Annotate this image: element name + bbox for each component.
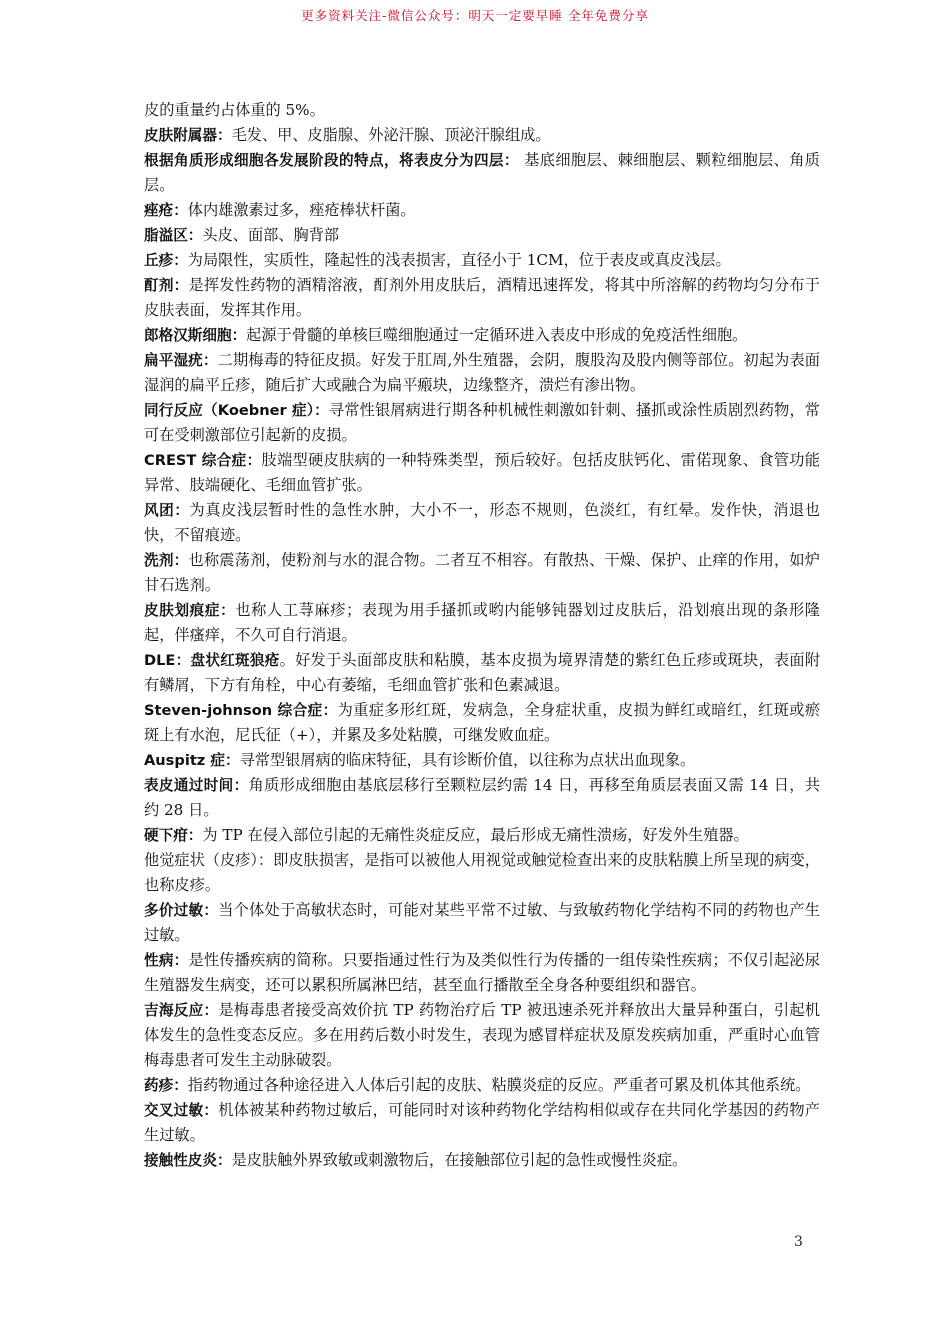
paragraph [144, 448, 820, 498]
paragraph [144, 323, 820, 348]
paragraph [144, 98, 820, 123]
term: 性病： [144, 952, 189, 969]
definition: 为 TP 在侵入部位引起的无痛性炎症反应，最后形成无痛性溃疡，好发外生殖器。 [202, 826, 749, 844]
paragraph [144, 223, 820, 248]
definition: 为局限性，实质性，隆起性的浅表损害，直径小于 1CM，位于表皮或真皮浅层。 [187, 251, 731, 269]
definition: 二期梅毒的特征皮损。好发于肛周,外生殖器，会阴，腹股沟及股内侧等部位。初起为表面湿润的扁平丘疹，随后扩大或融合为扁平瘢块，边缘整齐，溃烂有渗出物。 [144, 351, 820, 394]
paragraph [144, 848, 820, 898]
term: 痤疮： [144, 202, 188, 219]
definition: 角质形成细胞由基底层移行至颗粒层约需 14 日，再移至角质层表面又需 14 日，共约 28 日。 [144, 776, 820, 819]
definition: 他觉症状（皮疹）：即皮肤损害，是指可以被他人用视觉或触觉检查出来的皮肤粘膜上所呈现的病变，也称皮疹。 [144, 851, 820, 894]
term: 丘疹： [144, 252, 188, 269]
term: 硬下疳： [144, 827, 203, 844]
paragraph [144, 198, 820, 223]
paragraph [144, 548, 820, 598]
term: 交叉过敏： [144, 1102, 219, 1119]
definition: 寻常型银屑病的临床特征，具有诊断价值，以往称为点状出血现象。 [239, 751, 696, 769]
definition: 基底细胞层、棘细胞层、颗粒细胞层、角质层。 [144, 151, 820, 194]
definition: 体内雄激素过多，痤疮棒状杆菌。 [187, 201, 416, 219]
term: 洗剂： [144, 552, 189, 569]
definition: 当个体处于高敏状态时，可能对某些平常不过敏、与致敏药物化学结构不同的药物也产生过敏。 [144, 901, 820, 944]
term: DLE：盘状红斑狼疮 [144, 652, 280, 669]
paragraph [144, 773, 820, 823]
paragraph [144, 148, 820, 198]
header-banner: 更多资料关注-微信公众号：明天一定要早睡 全年免费分享 [301, 8, 649, 23]
paragraph [144, 1148, 820, 1173]
paragraph [144, 348, 820, 398]
paragraph [144, 273, 820, 323]
paragraph [144, 948, 820, 998]
definition: 头皮、面部、胸背部 [202, 226, 340, 244]
term: 酊剂： [144, 277, 189, 294]
paragraph [144, 123, 820, 148]
document-body [144, 98, 820, 1173]
paragraph [144, 1073, 820, 1098]
term: 郎格汉斯细胞： [144, 327, 247, 344]
definition: 为真皮浅层暂时性的急性水肿，大小不一，形态不规则，色淡红，有红晕。发作快，消退也快，不留痕迹。 [144, 501, 820, 544]
definition: 毛发、甲、皮脂腺、外泌汗腺、顶泌汗腺组成。 [231, 126, 551, 144]
term: Steven-johnson 综合症： [144, 702, 338, 719]
definition: 肢端型硬皮肤病的一种特殊类型，预后较好。包括皮肤钙化、雷偌现象、食管功能异常、肢端硬化、毛细血管扩张。 [144, 451, 820, 494]
term: 扁平湿疣： [144, 352, 218, 369]
paragraph [144, 698, 820, 748]
term: 同行反应（Koebner 症）： [144, 402, 329, 419]
term: 根据角质形成细胞各发展阶段的特点，将表皮分为四层： [144, 152, 519, 169]
paragraph [144, 998, 820, 1073]
definition: 是挥发性药物的酒精溶液，酊剂外用皮肤后，酒精迅速挥发，将其中所溶解的药物均匀分布于皮肤表面，发挥其作用。 [144, 276, 820, 319]
term: 接触性皮炎： [144, 1152, 232, 1169]
paragraph [144, 648, 820, 698]
definition: 是性传播疾病的简称。只要指通过性行为及类似性行为传播的一组传染性疾病；不仅引起泌尿生殖器发生病变，还可以累积所属淋巴结，甚至血行播散至全身各种要组织和器官。 [144, 951, 820, 994]
definition: 也称震荡剂，使粉剂与水的混合物。二者互不相容。有散热、干燥、保护、止痒的作用，如炉甘石选剂。 [144, 551, 820, 594]
term: 皮肤划痕症： [144, 602, 236, 619]
definition: 皮的重量约占体重的 5%。 [144, 101, 325, 119]
term: 吉海反应： [144, 1002, 219, 1019]
paragraph [144, 1098, 820, 1148]
definition: 为重症多形红斑，发病急，全身症状重，皮损为鲜红或暗红，红斑或瘀斑上有水泡，尼氏征（+），并累及多处粘膜，可继发败血症。 [144, 701, 821, 744]
definition: 是梅毒患者接受高效价抗 TP 药物治疗后 TP 被迅速杀死并释放出大量异种蛋白，引起机体发生的急性变态反应。多在用药后数小时发生，表现为感冒样症状及原发疾病加重，严重时心血管梅毒患者可发生主动脉破裂。 [144, 1001, 820, 1069]
term: 药疹： [144, 1077, 188, 1094]
paragraph [144, 823, 820, 848]
term: 风团： [144, 502, 190, 519]
term: 皮肤附属器： [144, 127, 232, 144]
definition: 机体被某种药物过敏后，可能同时对该种药物化学结构相似或存在共同化学基因的药物产生过敏。 [144, 1101, 820, 1144]
page-number: 3 [794, 1234, 803, 1250]
definition: 。好发于头面部皮肤和粘膜，基本皮损为境界清楚的紫红色丘疹或斑块，表面附有鳞屑，下方有角栓，中心有萎缩，毛细血管扩张和色素减退。 [144, 651, 821, 694]
term: CREST 综合症： [144, 452, 262, 469]
term: 脂溢区： [144, 227, 203, 244]
paragraph [144, 498, 820, 548]
paragraph [144, 748, 820, 773]
paragraph [144, 248, 820, 273]
definition: 也称人工荨麻疹；表现为用手搔抓或哟内能够钝器划过皮肤后，沿划痕出现的条形隆起，伴瘙痒，不久可自行消退。 [144, 601, 820, 644]
definition: 起源于骨髓的单核巨噬细胞通过一定循环进入表皮中形成的免疫活性细胞。 [246, 326, 748, 344]
paragraph [144, 398, 820, 448]
paragraph [144, 898, 820, 948]
term: 表皮通过时间： [144, 777, 249, 794]
term: Auspitz 症： [144, 752, 240, 769]
paragraph [144, 598, 820, 648]
definition: 是皮肤触外界致敏或刺激物后，在接触部位引起的急性或慢性炎症。 [231, 1151, 688, 1169]
term: 多价过敏： [144, 902, 219, 919]
definition: 寻常性银屑病进行期各种机械性刺激如针刺、搔抓或涂性质剧烈药物，常可在受刺激部位引起新的皮损。 [144, 401, 820, 444]
definition: 指药物通过各种途径进入人体后引起的皮肤、粘膜炎症的反应。严重者可累及机体其他系统。 [187, 1076, 811, 1094]
